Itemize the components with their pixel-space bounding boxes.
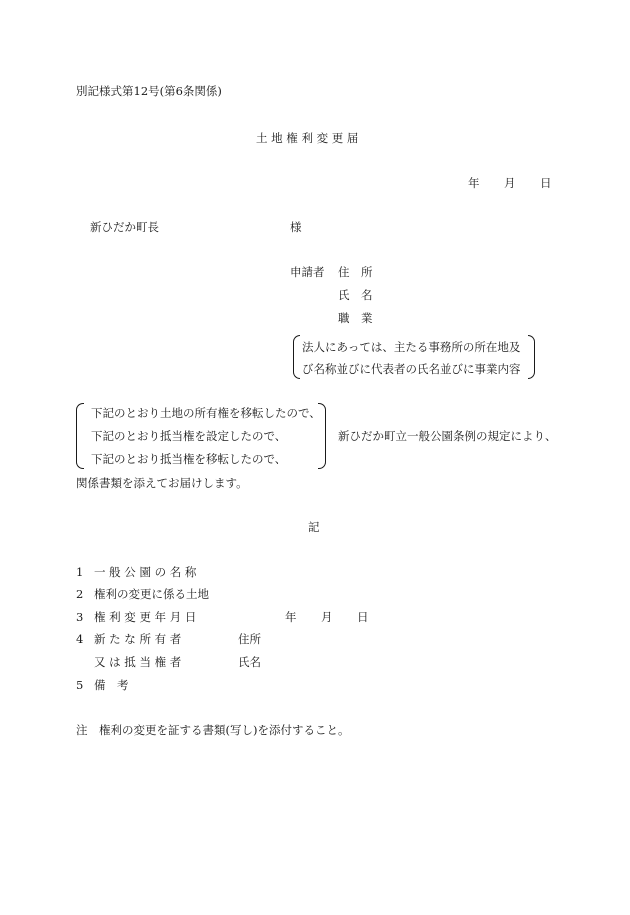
item-3-year: 年 (285, 610, 297, 624)
ordinance-text: 新ひだか町立一般公園条例の規定により、 (338, 429, 557, 443)
options-left-bracket (76, 403, 84, 469)
date-day-label: 日 (540, 176, 552, 190)
form-number: 別記様式第12号(第6条関係) (76, 84, 222, 98)
item-3-month: 月 (321, 610, 333, 624)
item-4-label-line2: 又 は 抵 当 権 者 (94, 655, 182, 669)
date-month-label: 月 (504, 176, 516, 190)
body-option-3: 下記のとおり抵当権を移転したので、 (91, 452, 287, 466)
options-right-bracket (318, 403, 326, 469)
body-option-2: 下記のとおり抵当権を設定したので、 (91, 429, 287, 443)
item-3-day: 日 (357, 610, 369, 624)
record-heading: 記 (308, 520, 320, 534)
item-4-address-label: 住所 (238, 632, 261, 646)
item-5-number: 5 (76, 678, 84, 692)
item-5-label: 備 考 (94, 678, 129, 692)
item-1-label: 一 般 公 園 の 名 称 (94, 565, 197, 579)
item-4-number: 4 (76, 632, 84, 646)
addressee-honorific: 様 (290, 220, 302, 234)
item-3-label: 権 利 変 更 年 月 日 (94, 610, 197, 624)
footnote: 注 権利の変更を証する書類(写し)を添付すること。 (76, 723, 350, 737)
applicant-name-label: 氏 名 (338, 288, 373, 302)
item-1-number: 1 (76, 565, 84, 579)
item-2-number: 2 (76, 587, 84, 601)
corporate-note-line1: 法人にあっては、主たる事務所の所在地及 (302, 340, 521, 354)
date-year-label: 年 (468, 176, 480, 190)
item-2-label: 権利の変更に係る土地 (94, 587, 209, 601)
item-4-label-line1: 新 た な 所 有 者 (94, 632, 182, 646)
applicant-address-label: 住 所 (338, 265, 373, 279)
document-title: 土 地 権 利 変 更 届 (256, 131, 359, 145)
applicant-occupation-label: 職 業 (338, 311, 373, 325)
body-option-1: 下記のとおり土地の所有権を移転したので、 (91, 406, 321, 420)
item-4-name-label: 氏名 (238, 655, 261, 669)
corporate-note-line2: び名称並びに代表者の氏名並びに事業内容 (302, 362, 521, 376)
corporate-note-right-bracket (528, 335, 535, 379)
corporate-note-left-bracket (293, 335, 300, 379)
item-3-number: 3 (76, 610, 84, 624)
addressee-name: 新ひだか町長 (90, 220, 159, 234)
applicant-label: 申請者 (290, 265, 325, 279)
closing-text: 関係書類を添えてお届けします。 (76, 476, 248, 490)
